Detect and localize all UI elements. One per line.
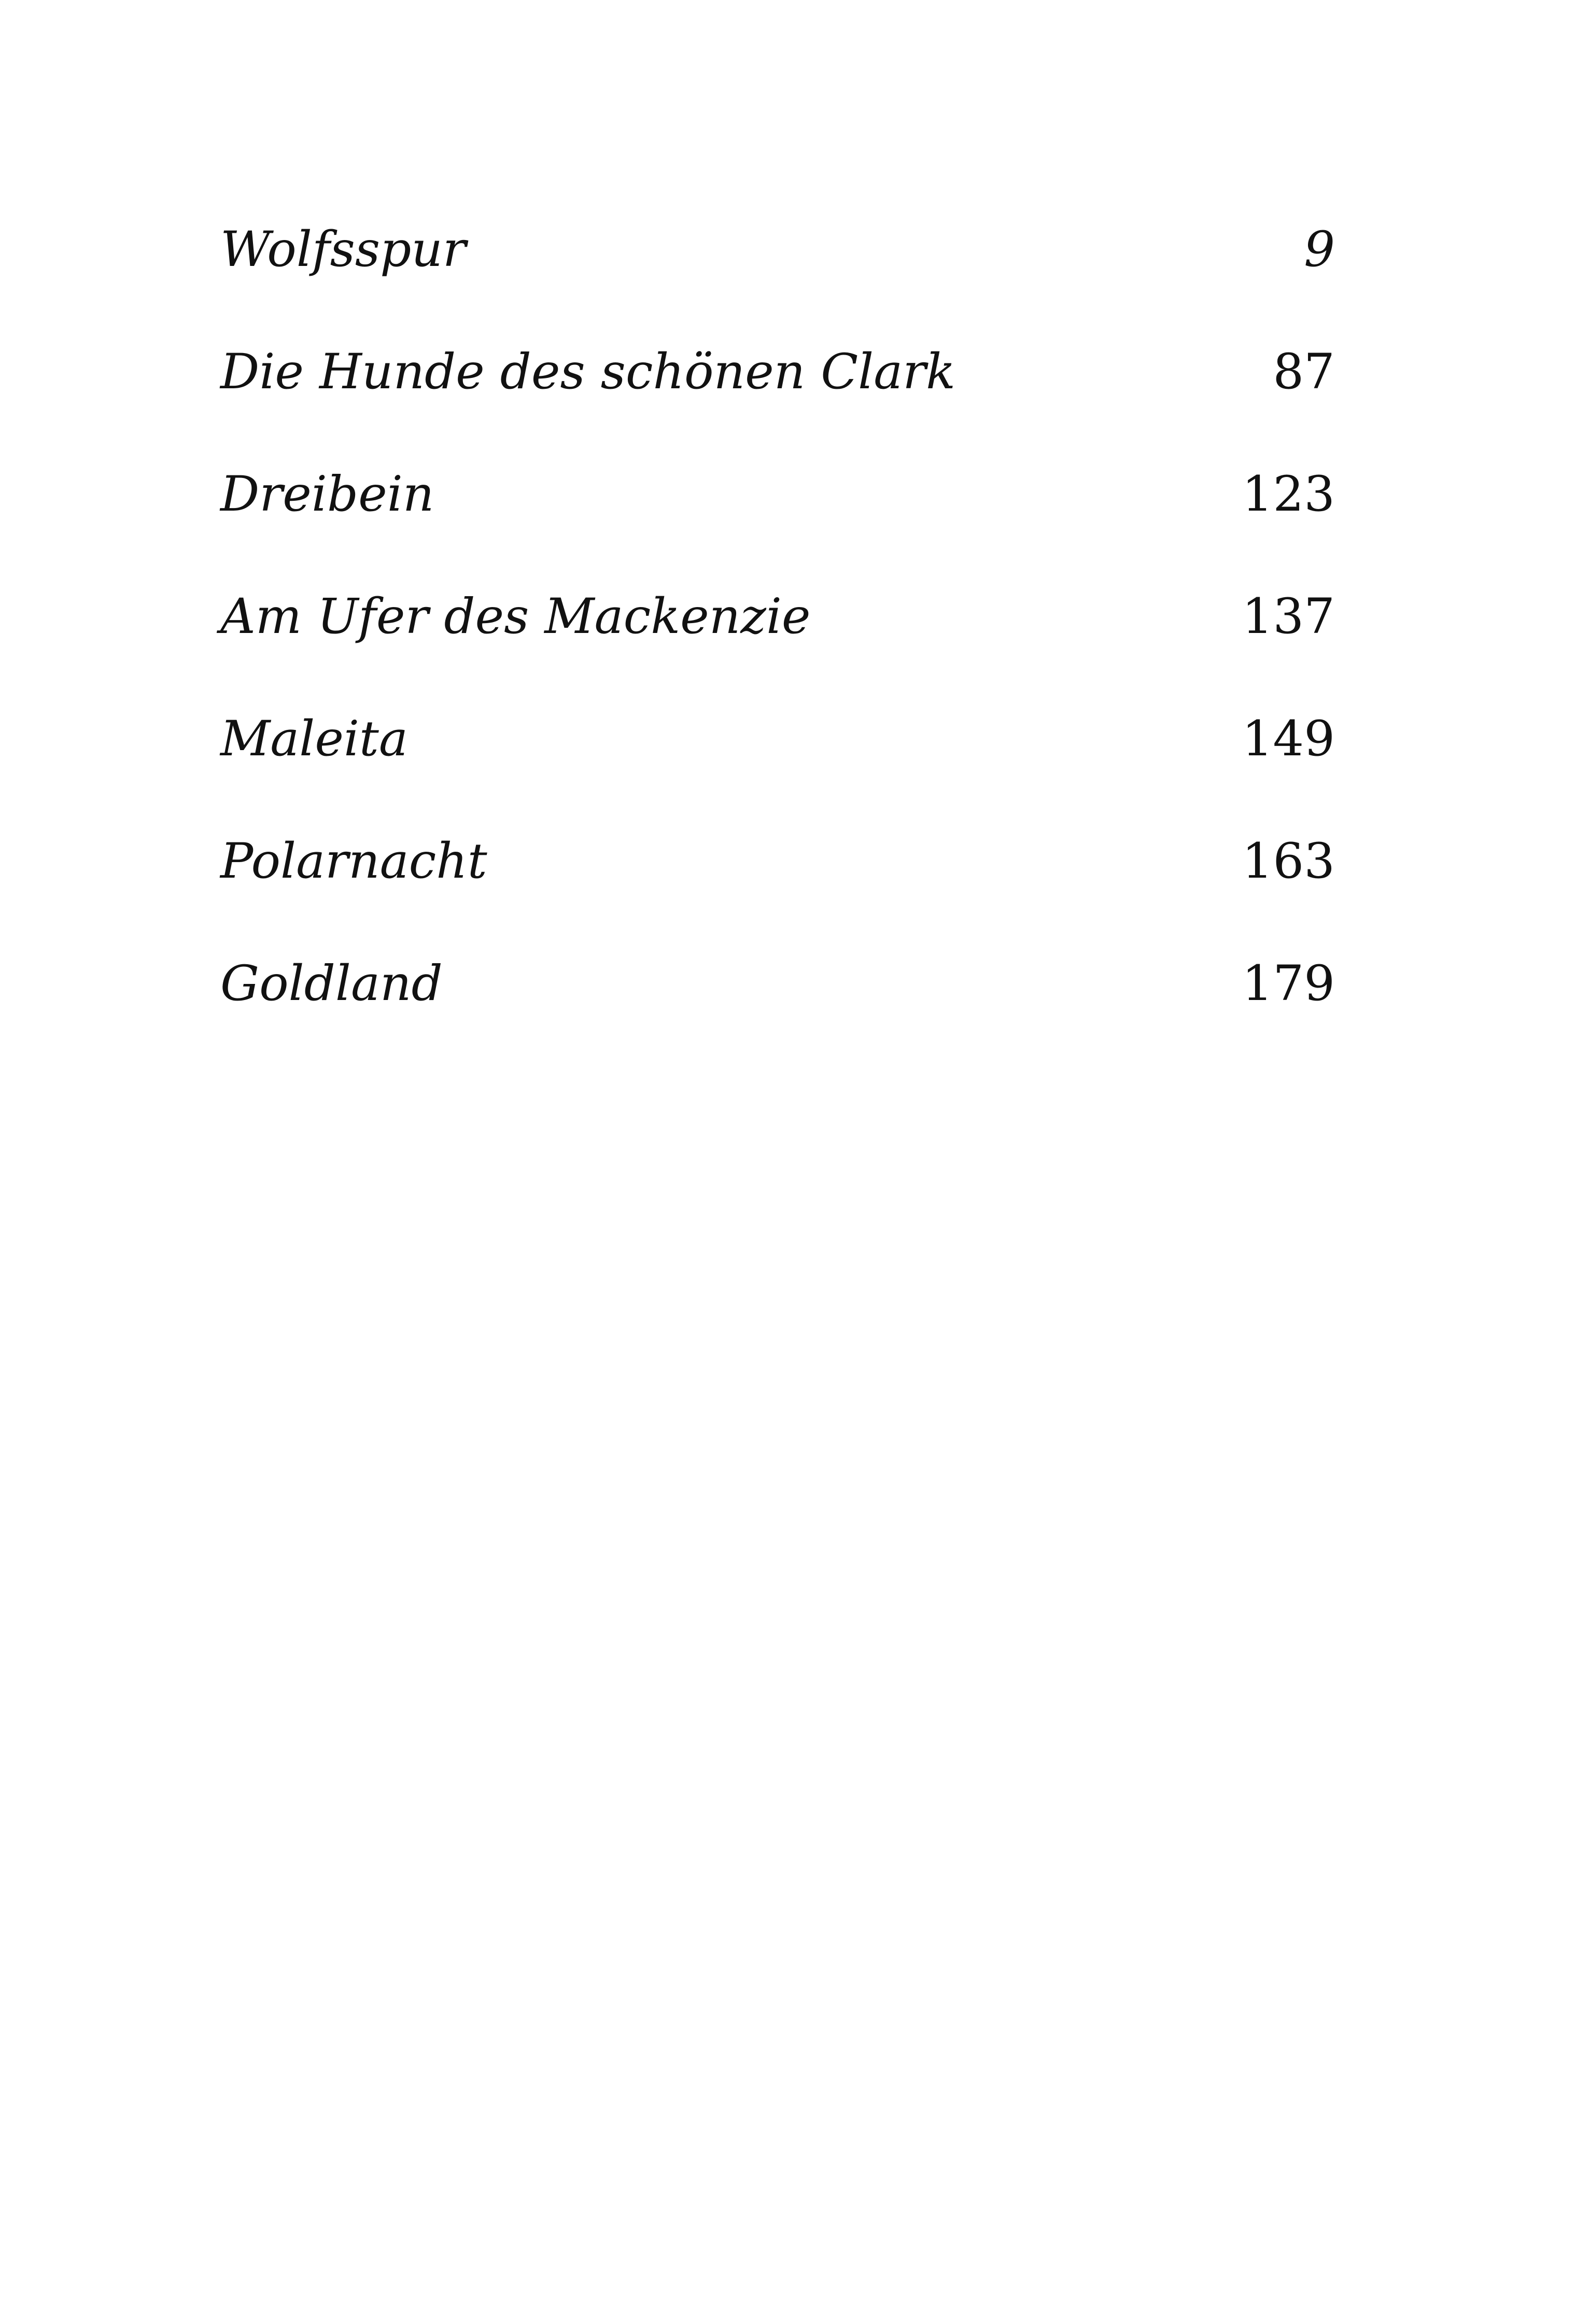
toc-entry-title: Polarnacht (220, 833, 487, 890)
toc-entry (220, 835, 1335, 957)
toc-entry-page: 87 (1273, 344, 1335, 400)
toc-entry-page: 163 (1242, 833, 1335, 890)
toc-entry (220, 345, 1335, 468)
toc-entry-page: 137 (1242, 588, 1335, 645)
toc-entry-title: Am Ufer des Mackenzie (220, 588, 811, 645)
toc-entry-title: Goldland (220, 955, 443, 1012)
toc-entry-title: Maleita (220, 711, 408, 767)
toc-entry-page: 149 (1242, 711, 1335, 767)
toc-entry-page: 179 (1242, 955, 1335, 1012)
toc-entry-title: Dreibein (220, 466, 434, 523)
table-of-contents (220, 223, 1335, 1079)
toc-entry (220, 223, 1335, 345)
toc-entry (220, 468, 1335, 590)
toc-entry (220, 712, 1335, 835)
toc-entry-page: 123 (1242, 466, 1335, 523)
toc-entry-title: Die Hunde des schönen Clark (220, 344, 956, 400)
toc-entry-page: 9 (1304, 221, 1335, 278)
toc-entry (220, 590, 1335, 712)
toc-entry (220, 957, 1335, 1079)
toc-entry-title: Wolfsspur (220, 221, 466, 278)
